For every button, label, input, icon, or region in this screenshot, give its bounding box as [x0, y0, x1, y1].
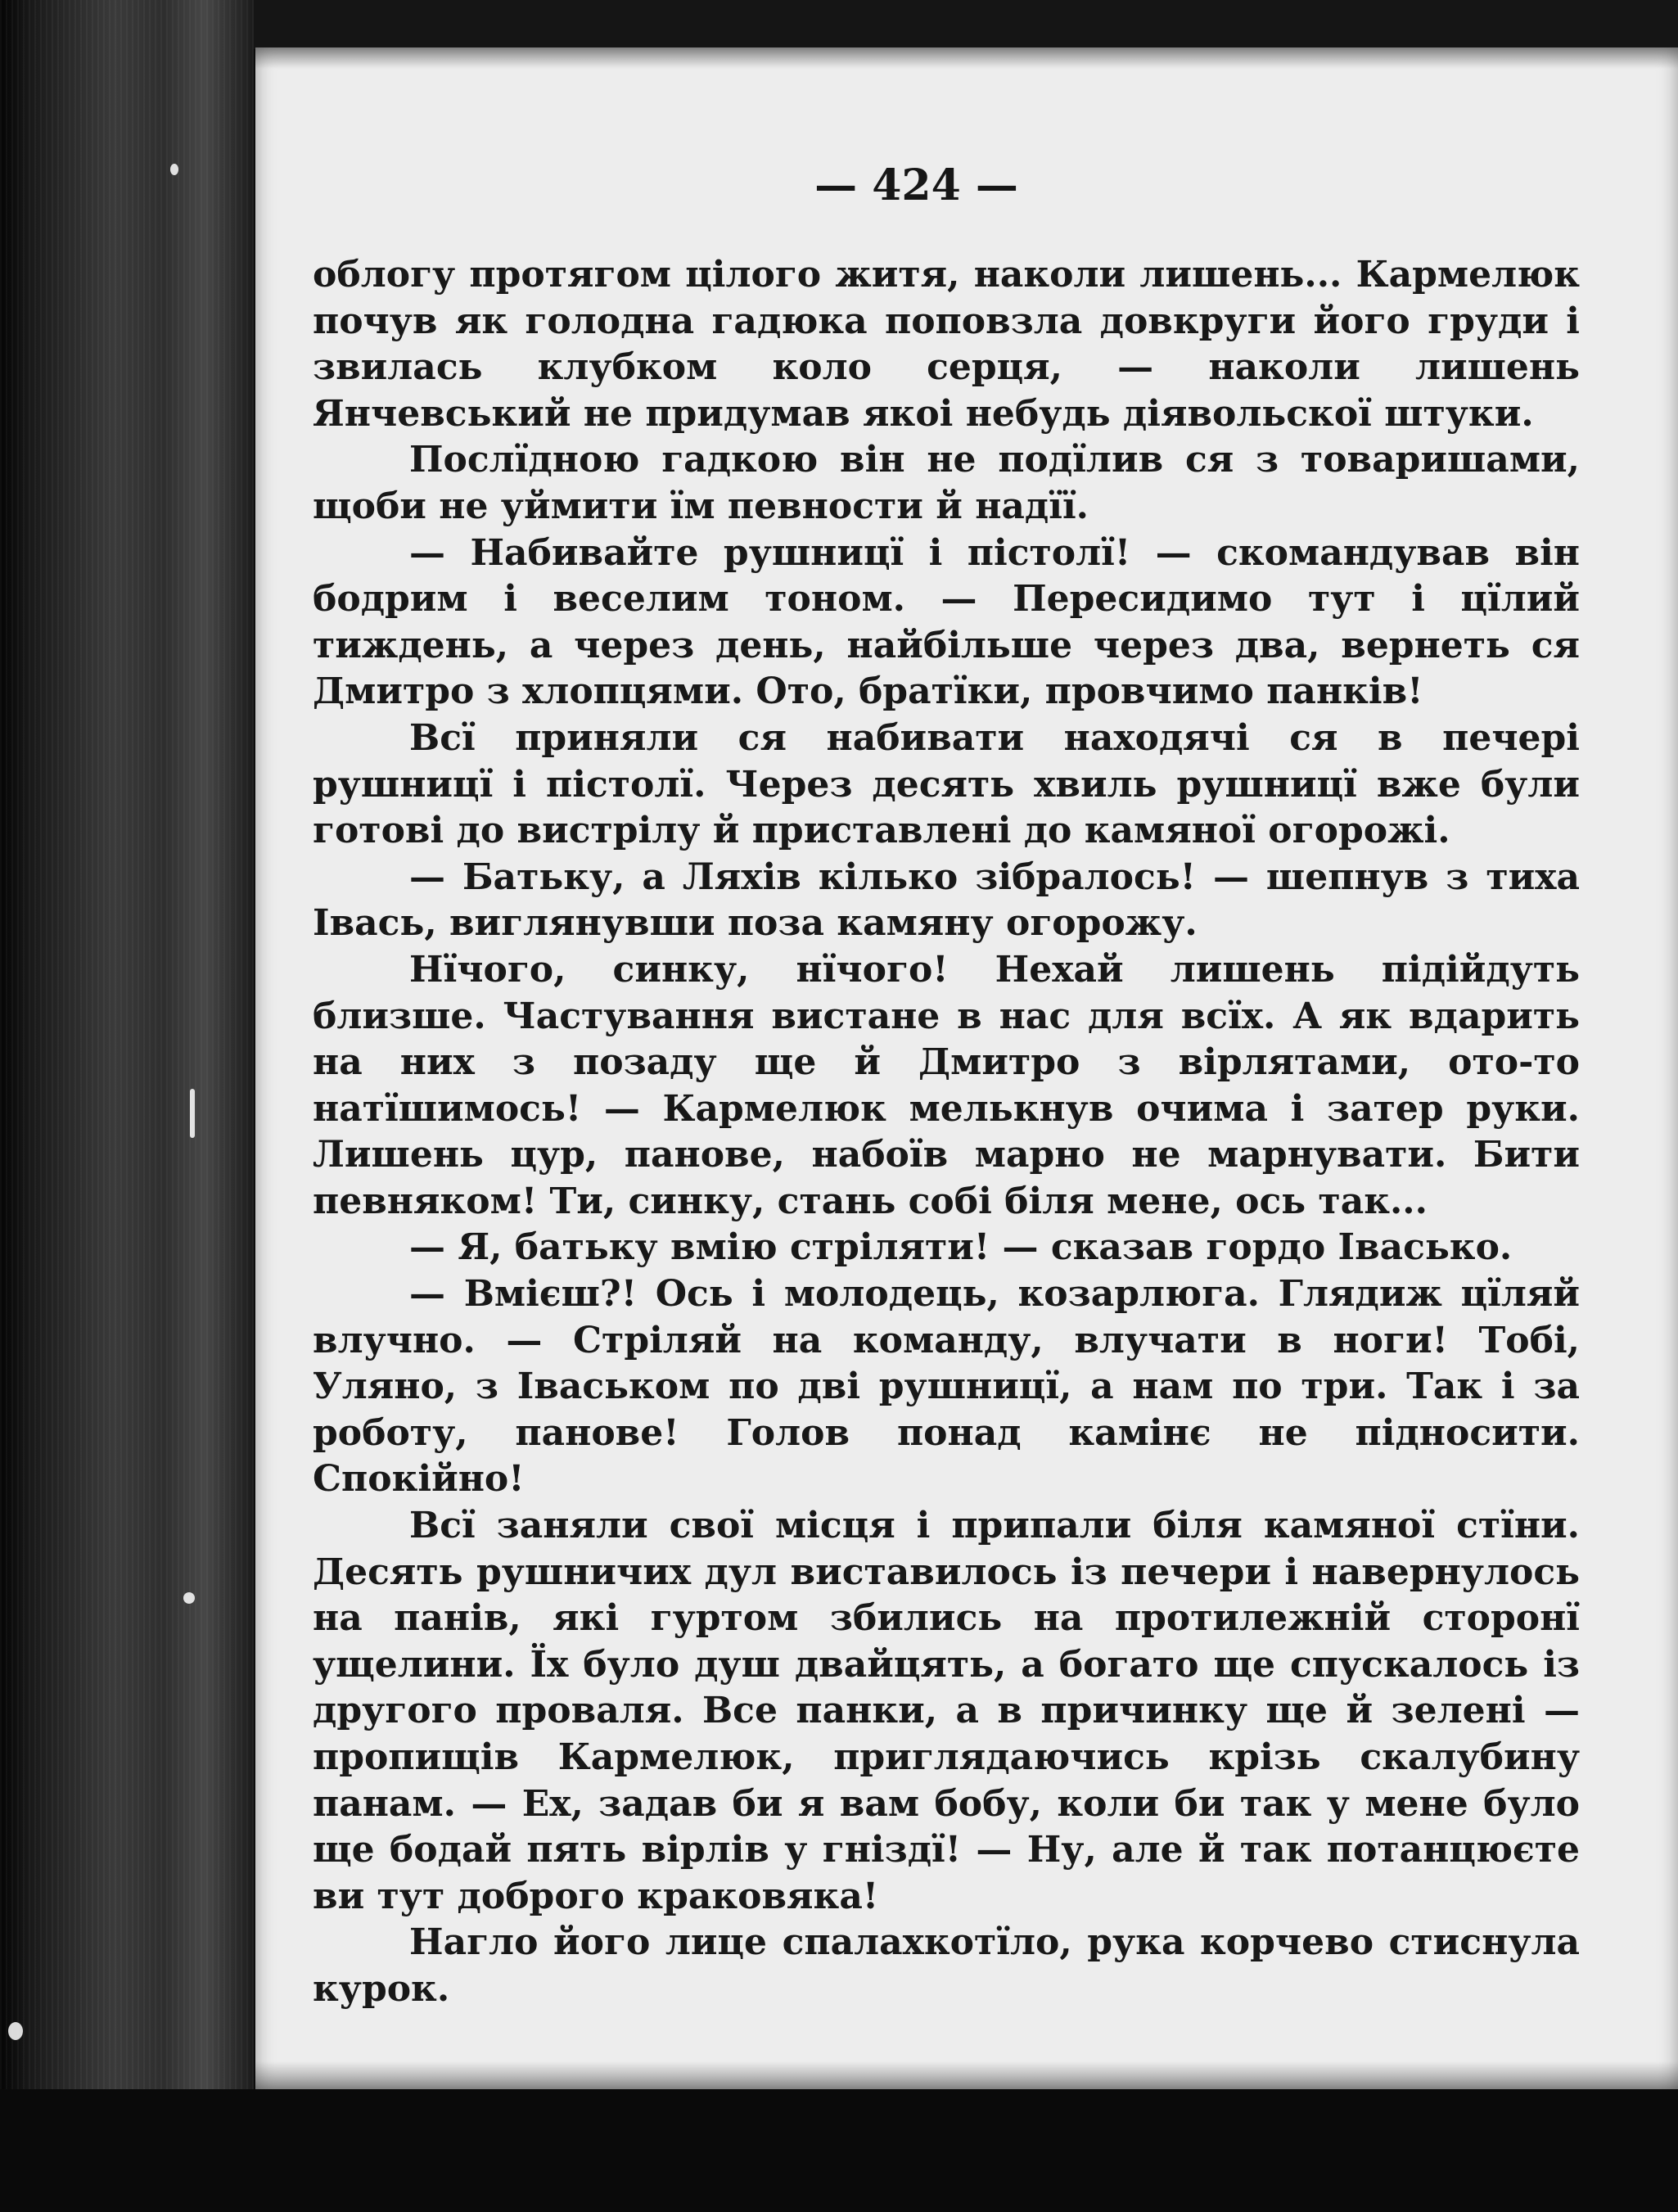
scan-speck [190, 1089, 195, 1138]
book-spine [0, 0, 254, 2212]
paragraph-10: Нагло його лице спалахкотїло, рука корчево стиснула курок. [313, 1921, 1580, 2010]
page-sheet [255, 47, 1678, 2094]
scan-bottom-border [0, 2089, 1678, 2212]
paragraph-6: Нїчого, синку, нїчого! Нехай лишень підійдуть близше. Частування вистане в нас для всїх. А як вдарить на них з позаду ще й Дмитро з вірлятами, ото-то натїшимось! — Кармелюк мелькнув очима і затер руки. Лишень цур, панове, набоїв марно не марнувати. Бити певняком! Ти, синку, стань собі біля мене, ось так... [313, 948, 1580, 1222]
paragraph-2: Послїдною гадкою він не подїлив ся з товаришами, щоби не уймити їм певности й надїї. [313, 439, 1580, 527]
paragraph-3: — Набивайте рушницї і пістолї! — скомандував він бодрим і веселим тоном. — Пересидимо тут і цїлий тиждень, а через день, найбільше через два, вернеть ся Дмитро з хлопцями. Ото, братїки, провчимо панків! [313, 531, 1580, 713]
paragraph-1: облогу протягом цілого житя, наколи лишень... Кармелюк почув як голодна гадюка поповзла довкруги його груди і звилась клубком коло серця, — наколи лишень Янчевський не придумав якоі небудь діявольскої штуки. [313, 254, 1580, 435]
scan-speck [8, 2022, 23, 2040]
paragraph-4: Всї приняли ся набивати находячі ся в печері рушницї і пістолї. Через десять хвиль рушницї вже були готові до вистрілу й приставлені до камяної огорожі. [313, 716, 1580, 852]
scan-speck [183, 1592, 195, 1604]
scan-speck [170, 164, 178, 175]
paragraph-9: Всї заняли свої місця і припали біля камяної стїни. Десять рушничих дул виставилось із печери і навернулось на панів, які гуртом збились на протилежній сторонї ущелини. Їх було душ двайцять, а богато ще спускалось із другого проваля. Все панки, а в причинку ще й зелені — пропищів Кармелюк, приглядаючись крізь скалубину панам. — Ех, задав би я вам бобу, коли би так у мене було ще бодай пять вірлів у гніздї! — Ну, але й так потанцюєте ви тут доброго краковяка! [313, 1505, 1580, 1917]
paragraph-5: — Батьку, а Ляхів кілько зібралось! — шепнув з тиха Івась, виглянувши поза камяну огорожу. [313, 855, 1580, 945]
paragraph-7: — Я, батьку вмію стріляти! — сказав гордо Івасько. [409, 1226, 1513, 1269]
page-number: — 424 — [814, 160, 1018, 210]
paragraph-8: — Вмієш?! Ось і молодець, козарлюга. Глядиж цїляй влучно. — Стріляй на команду, влучати в ноги! Тобі, Уляно, з Іваськом по дві рушницї, а нам по три. Так і за роботу, панове! Голов понад камінє не підносити. Спокійно! [313, 1273, 1580, 1501]
body-text [313, 252, 1580, 2013]
